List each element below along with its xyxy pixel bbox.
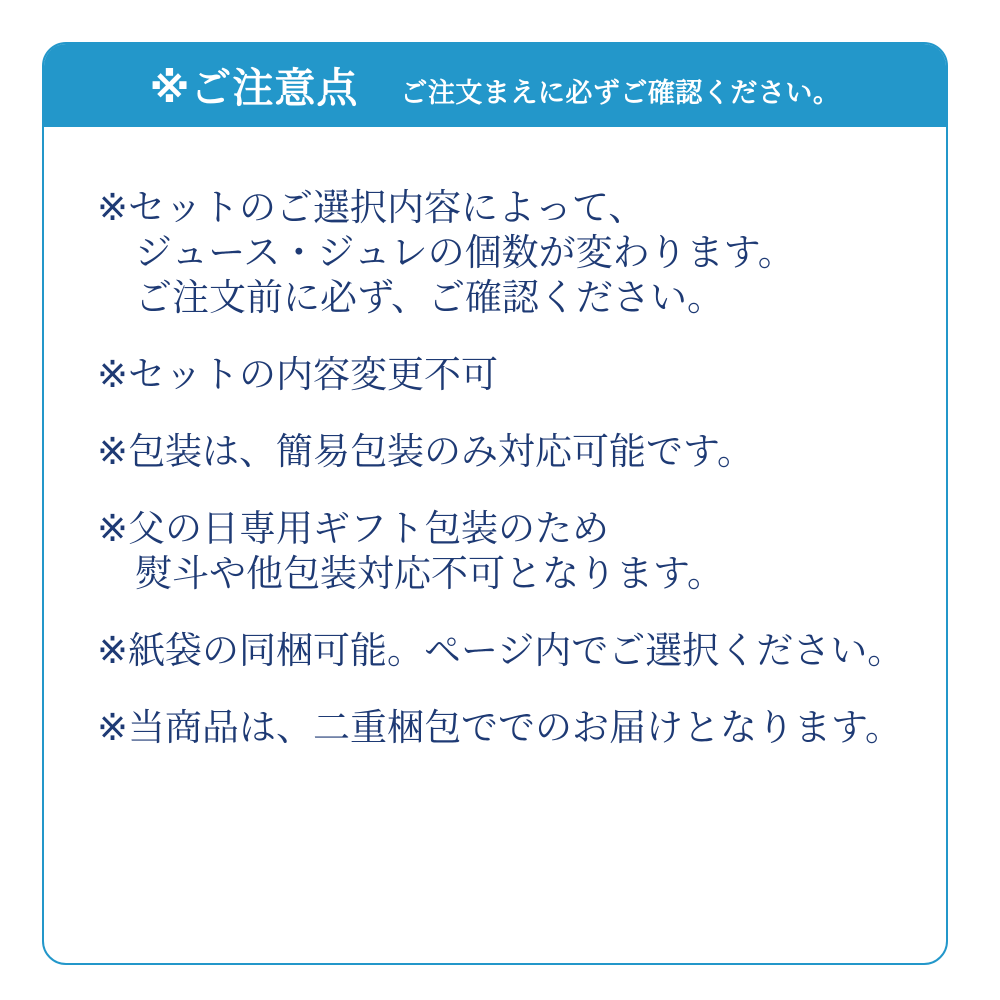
note-item: [97, 506, 910, 596]
note-item: [97, 705, 910, 750]
note-line: ※父の日専用ギフト包装のため: [97, 507, 610, 550]
note-line: ご注文前に必ず、ご確認ください。: [135, 276, 725, 319]
note-item: [97, 352, 910, 397]
note-item: [97, 185, 910, 320]
note-line: ※紙袋の同梱可能。ページ内でご選択ください。: [97, 629, 905, 672]
note-line: ※当商品は、二重梱包ででのお届けとなります。: [97, 706, 903, 749]
notice-panel: [42, 42, 948, 965]
note-line: ジュース・ジュレの個数が変わります。: [135, 231, 795, 274]
note-line: 熨斗や他包装対応不可となります。: [135, 552, 725, 595]
note-line: ※セットのご選択内容によって、: [97, 186, 646, 229]
note-item: [97, 429, 910, 474]
notice-subtitle: ご注文まえに必ずご確認ください。: [400, 78, 841, 109]
notice-header-text: [150, 55, 841, 114]
notice-title: ※ご注意点: [149, 64, 359, 112]
note-line: ※セットの内容変更不可: [97, 353, 499, 396]
notice-body: [44, 127, 946, 750]
note-line: ※包装は、簡易包装のみ対応可能です。: [97, 430, 755, 473]
note-item: [97, 628, 910, 673]
notice-header: [42, 42, 948, 127]
